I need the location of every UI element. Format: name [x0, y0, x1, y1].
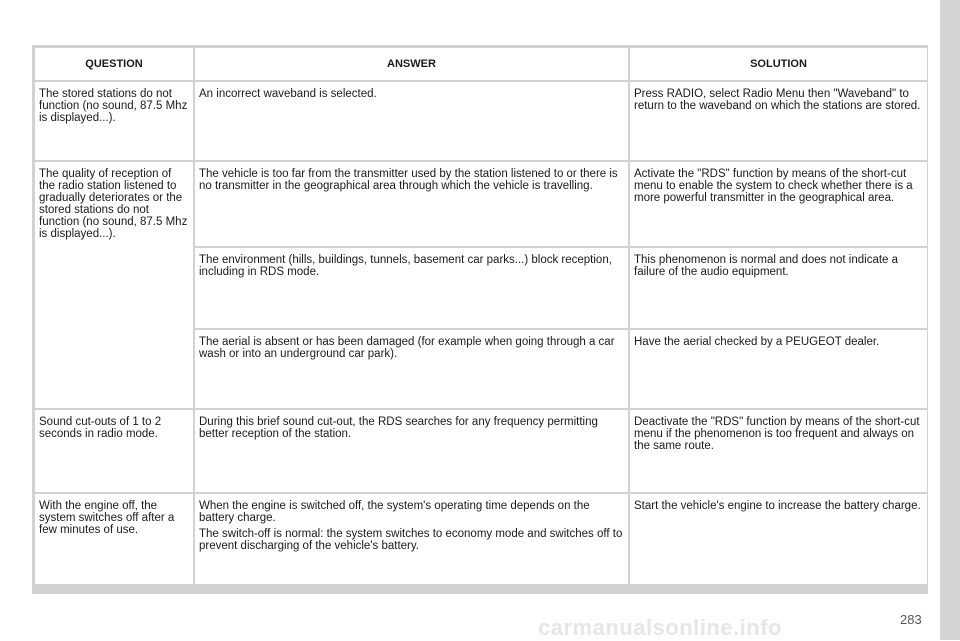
- question-cell: The quality of reception of the radio station listened to gradually deteriorates or the stored stations do not function (no sound, 87.5 Mhz is displayed...).: [35, 162, 193, 408]
- table-row: [35, 410, 927, 492]
- solution-cell: This phenomenon is normal and does not indicate a failure of the audio equipment.: [630, 248, 927, 328]
- troubleshooting-table: [33, 46, 929, 586]
- header-answer: ANSWER: [195, 48, 628, 80]
- question-cell: The stored stations do not function (no sound, 87.5 Mhz is displayed...).: [35, 82, 193, 160]
- answer-text: The environment (hills, buildings, tunnels, basement car parks...) block reception, including in RDS mode.: [199, 254, 612, 278]
- table-row: [35, 82, 927, 160]
- page-number: 283: [900, 612, 922, 627]
- page-edge-tab: [940, 0, 960, 640]
- question-cell: Sound cut-outs of 1 to 2 seconds in radio mode.: [35, 410, 193, 492]
- answer-text: The aerial is absent or has been damaged (for example when going through a car wash or into an underground car park).: [199, 336, 615, 360]
- answer-text: When the engine is switched off, the system's operating time depends on the battery charge.: [199, 500, 590, 524]
- answer-cell: [195, 330, 628, 408]
- answer-cell: [195, 410, 628, 492]
- answer-text: The switch-off is normal: the system switches to economy mode and switches off to prevent discharging of the vehicle's battery.: [199, 528, 623, 552]
- answer-cell: [195, 82, 628, 160]
- solution-cell: Press RADIO, select Radio Menu then "Waveband" to return to the waveband on which the stations are stored.: [630, 82, 927, 160]
- question-cell: With the engine off, the system switches off after a few minutes of use.: [35, 494, 193, 584]
- solution-cell: Activate the "RDS" function by means of the short-cut menu to enable the system to check whether there is a more powerful transmitter in the geographical area.: [630, 162, 927, 246]
- header-solution: SOLUTION: [630, 48, 927, 80]
- table-header-row: [35, 48, 927, 80]
- answer-cell: [195, 162, 628, 246]
- answer-text: The vehicle is too far from the transmitter used by the station listened to or there is no transmitter in the geographical area through which the vehicle is travelling.: [199, 168, 618, 192]
- solution-cell: Deactivate the "RDS" function by means of the short-cut menu if the phenomenon is too frequent and always on the same route.: [630, 410, 927, 492]
- table-row: [35, 494, 927, 584]
- watermark: carmanualsonline.info: [538, 615, 782, 640]
- solution-cell: Have the aerial checked by a PEUGEOT dealer.: [630, 330, 927, 408]
- answer-text: During this brief sound cut-out, the RDS searches for any frequency permitting better reception of the station.: [199, 416, 598, 440]
- answer-text: An incorrect waveband is selected.: [199, 88, 377, 100]
- table-row: [35, 162, 927, 246]
- solution-cell: Start the vehicle's engine to increase the battery charge.: [630, 494, 927, 584]
- answer-cell: [195, 494, 628, 584]
- header-question: QUESTION: [35, 48, 193, 80]
- answer-cell: [195, 248, 628, 328]
